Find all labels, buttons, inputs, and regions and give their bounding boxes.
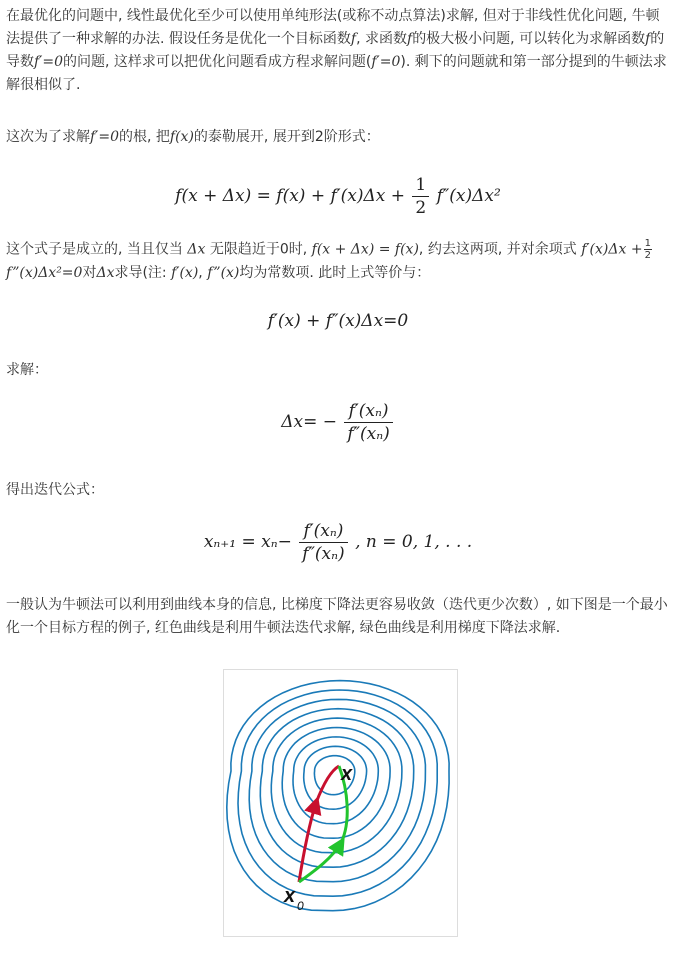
taylor-text-1: 这次为了求解 (6, 129, 90, 145)
inline-math-f: f (350, 31, 357, 47)
inline-math-delta-x: Δx (187, 241, 206, 258)
solve-text: 求解： (6, 362, 48, 378)
equation-delta-x-left: Δx= − (281, 412, 337, 432)
equation-taylor-left: f(x + Δx) = f(x) + f′(x)Δx + (175, 186, 405, 206)
intro-text-1: 在最优化的问题中, 线性最优化至少可以使用单纯形法(或称不动点算法)求解, 但对于非线性优化问题, 牛顿法提供了一种求解的办法. 假设任务是优化一个目标函数 (6, 8, 660, 47)
fraction-denominator: 2 (644, 250, 651, 261)
condition-text-3: , 约去这两项, 并对余项式 (418, 241, 577, 258)
inline-math-fdprime-x: f”(x) (207, 264, 240, 281)
contour-plot (224, 670, 457, 936)
equation-derivative-text: f′(x) + f″(x)Δx=0 (267, 311, 409, 331)
condition-text-2: 无限趋近于0时, (209, 241, 308, 258)
fraction-denominator: f″(xₙ) (302, 544, 345, 564)
fraction-derivative-ratio (299, 521, 347, 564)
fraction-numerator: 1 (412, 175, 429, 197)
condition-text-6: , (198, 264, 203, 281)
equation-derivative (0, 311, 676, 331)
taylor-paragraph (6, 126, 670, 149)
condition-text-1: 这个式子是成立的, 当且仅当 (6, 241, 183, 258)
iteration-text: 得出迭代公式： (6, 482, 104, 498)
start-label-subscript: 0 (297, 899, 304, 913)
equation-iteration (0, 521, 676, 564)
taylor-text-2: 的根, 把 (119, 129, 170, 145)
fraction-numerator: f′(xₙ) (299, 521, 347, 543)
contour-line (260, 709, 413, 868)
iteration-label (6, 479, 670, 502)
equation-iteration-right: , n = 0, 1, . . . (355, 532, 473, 552)
intro-text-3: 的极大极小问题, 可以转化为求解函数 (412, 31, 646, 47)
intro-paragraph (6, 5, 670, 97)
inline-math-f: f (645, 31, 651, 47)
condition-paragraph (6, 238, 670, 285)
contour-line (271, 718, 402, 853)
comparison-text: 一般认为牛顿法可以利用到曲线本身的信息, 比梯度下降法更容易收敛（迭代更少次数）, 如下图是一个最小化一个目标方程的例子, 红色曲线是利用牛顿法迭代求解, 绿色曲线是利用梯度下降法求解. (6, 597, 668, 636)
inline-math-fprime-x: f′(x) (171, 264, 199, 281)
intro-text-5: 的问题, 这样求可以把优化问题看成方程求解问题( (63, 54, 372, 70)
equation-iteration-left: xₙ₊₁ = xₙ− (203, 532, 292, 552)
contour-figure (223, 669, 458, 937)
fraction-derivative-ratio (344, 401, 392, 444)
minimum-label: x (341, 763, 353, 785)
fraction-denominator: f″(xₙ) (347, 424, 390, 444)
comparison-paragraph (6, 594, 670, 640)
contour-lines (227, 681, 449, 911)
condition-text-4: 对 (82, 264, 97, 281)
inline-math-remainder-b: f”(x)Δx²=0 (6, 264, 83, 281)
fraction-numerator: f′(xₙ) (344, 401, 392, 423)
equation-taylor-right: f″(x)Δx² (436, 186, 501, 206)
fraction-numerator: 1 (644, 238, 651, 249)
solve-label (6, 359, 670, 382)
taylor-text-3: 的泰勒展开, 展开到2阶形式： (193, 129, 380, 145)
inline-math-fprime-eq0: f′=0 (371, 54, 401, 70)
inline-math-equality: f(x + Δx) = f(x) (311, 241, 419, 258)
equation-delta-x (0, 401, 676, 444)
start-label: x (284, 885, 296, 907)
intro-text-6: ). 剩下的问题就和第一部分提到的牛顿法求解很相似了. (6, 54, 667, 93)
inline-math-delta-x: Δx (96, 264, 115, 281)
fraction-one-half (412, 175, 429, 218)
intro-text-4: 的导数 (6, 31, 665, 70)
fraction-denominator: 2 (415, 198, 427, 218)
contour-line (282, 728, 390, 839)
newton-path-segment (316, 766, 339, 803)
inline-math-fprime-eq0: f′=0 (34, 54, 63, 70)
inline-math-fprime-eq0: f′=0 (90, 129, 119, 145)
inline-math-remainder-a: f′(x)Δx + (581, 241, 643, 258)
inline-math-fx: f(x) (169, 129, 194, 145)
contour-line (238, 690, 437, 896)
intro-text-2: , 求函数 (356, 31, 407, 47)
inline-math-f: f (407, 31, 413, 47)
equation-taylor (0, 175, 676, 218)
condition-text-7: 均为常数项. 此时上式等价与： (239, 264, 431, 281)
condition-text-5: 求导(注: (114, 264, 167, 281)
inline-fraction-one-half (644, 238, 652, 261)
